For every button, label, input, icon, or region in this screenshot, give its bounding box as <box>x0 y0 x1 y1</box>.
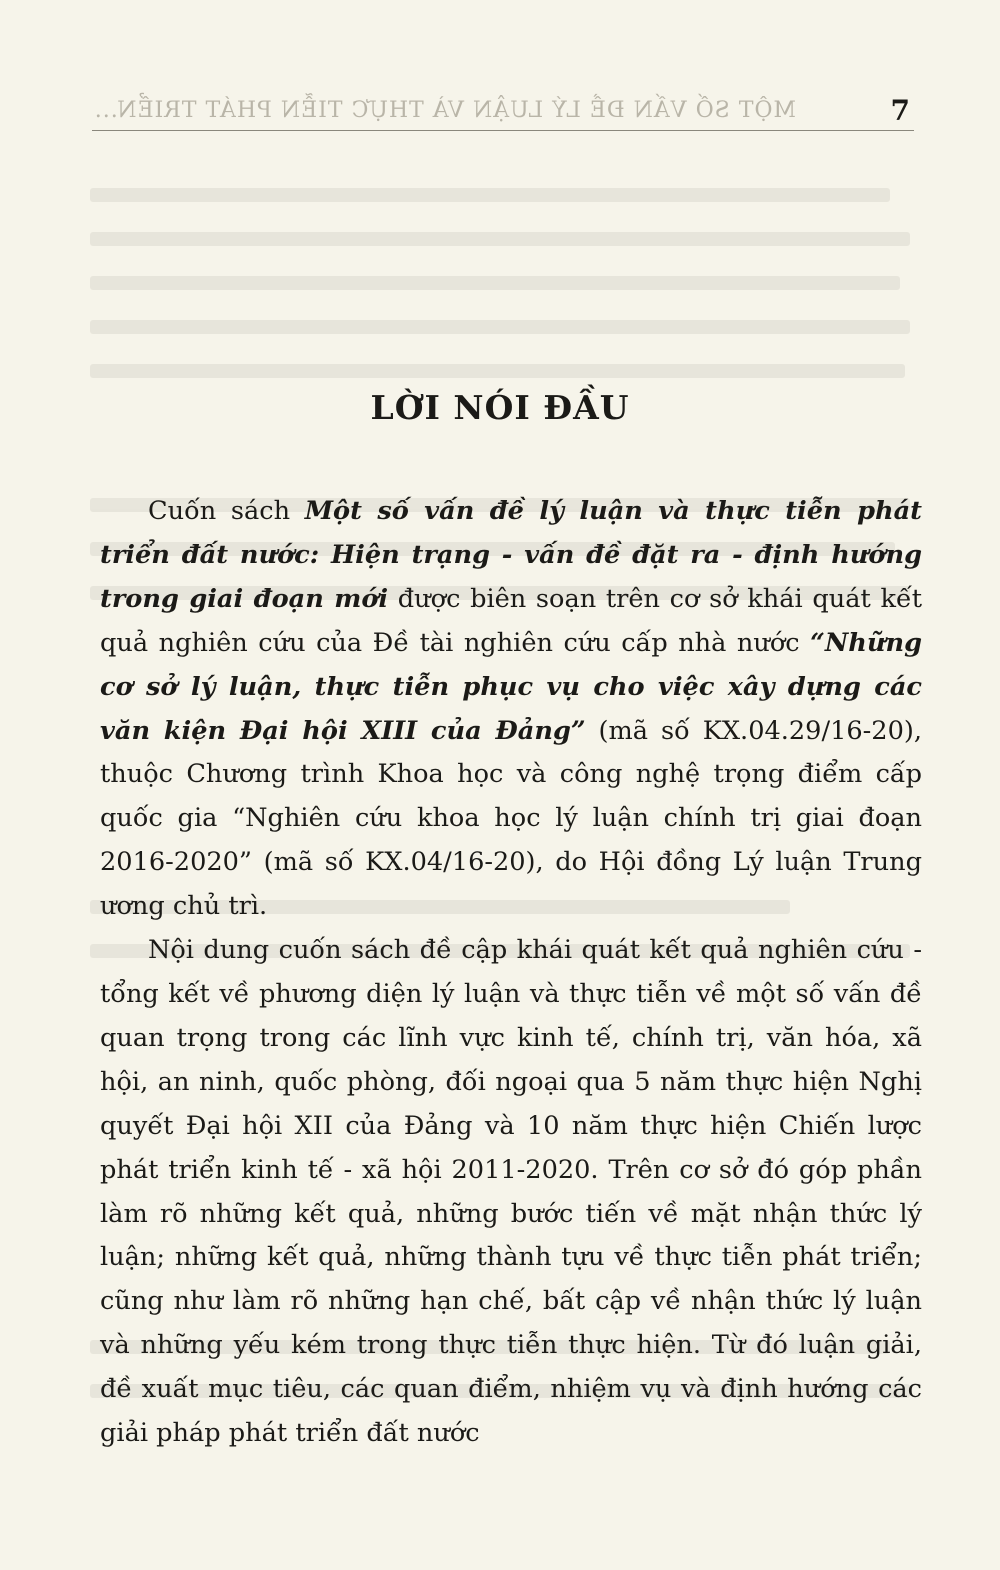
body-text <box>100 490 922 1456</box>
book-title: Một số vấn đề lý luận và thực tiễn phát triển đất nước: Hiện trạng - vấn đề đặt ra - định hướng trong giai đoạn mới <box>100 496 922 614</box>
paragraph-1 <box>100 490 922 929</box>
paragraph-1-rest: (mã số KX.04.29/16-20), thuộc Chương trình Khoa học và công nghệ trọng điểm cấp quốc gia “Nghiên cứu khoa học lý luận chính trị giai đoạn 2016-2020” (mã số KX.04/16-20), do Hội đồng Lý luận Trung ương chủ trì. <box>100 715 922 922</box>
page-number: 7 <box>890 94 910 127</box>
chapter-title: LỜI NÓI ĐẦU <box>370 388 630 427</box>
paragraph-2: Nội dung cuốn sách đề cập khái quát kết quả nghiên cứu - tổng kết về phương diện lý luận và thực tiễn về một số vấn đề quan trọng trong các lĩnh vực kinh tế, chính trị, văn hóa, xã hội, an ninh, quốc phòng, đối ngoại qua 5 năm thực hiện Nghị quyết Đại hội XII của Đảng và 10 năm thực hiện Chiến lược phát triển kinh tế - xã hội 2011-2020. Trên cơ sở đó góp phần làm rõ những kết quả, những bước tiến về mặt nhận thức lý luận; những kết quả, những thành tựu về thực tiễn phát triển; cũng như làm rõ những hạn chế, bất cập về nhận thức lý luận và những yếu kém trong thực tiễn thực hiện. Từ đó luận giải, đề xuất mục tiêu, các quan điểm, nhiệm vụ và định hướng các giải pháp phát triển đất nước <box>100 935 922 1449</box>
mirrored-header-text: MỘT SỐ VẤN ĐỀ LÝ LUẬN VÀ THỰC TIỄN PHÁT TRIỂN... <box>93 98 796 123</box>
paragraph-1-mid: được biên soạn trên cơ sở khái quát kết quả nghiên cứu của Đề tài nghiên cứu cấp nhà nước <box>100 583 922 658</box>
project-title: “Những cơ sở lý luận, thực tiễn phục vụ cho việc xây dựng các văn kiện Đại hội XIII của Đảng” <box>100 627 922 746</box>
paragraph-1-intro: Cuốn sách <box>148 496 305 526</box>
running-header <box>92 96 914 131</box>
